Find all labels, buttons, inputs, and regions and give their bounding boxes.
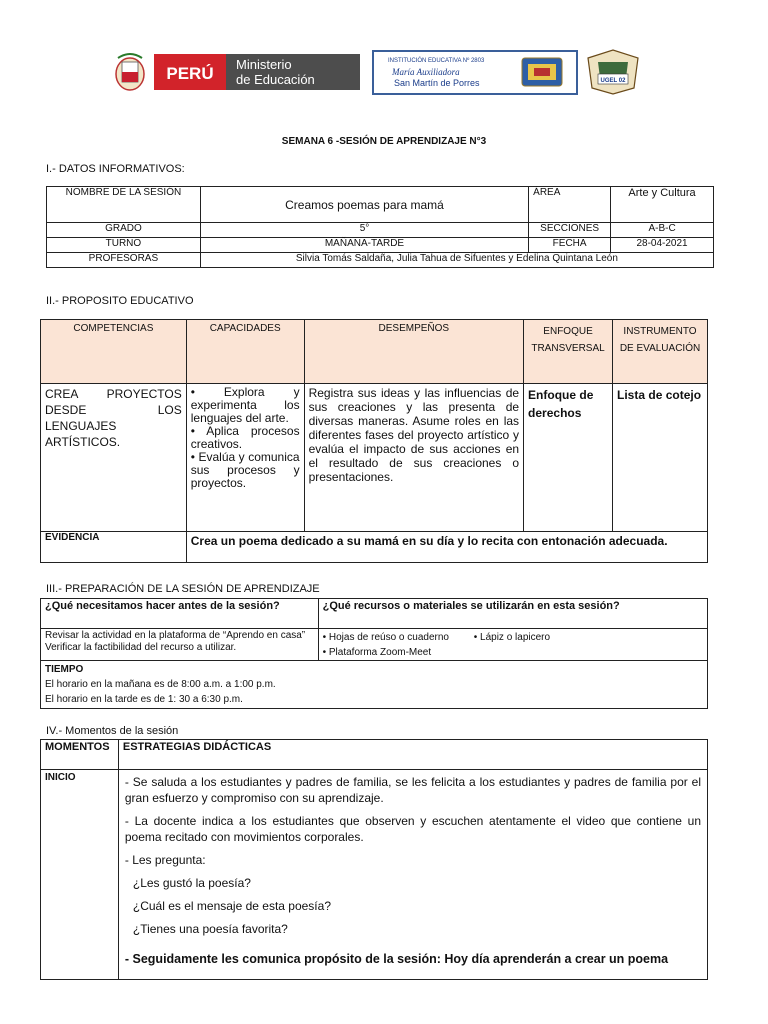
question-item: ¿Les gustó la poesía? bbox=[132, 876, 251, 890]
fecha-value: 28-04-2021 bbox=[611, 238, 714, 253]
col-enfoque: ENFOQUE TRANSVERSAL bbox=[524, 320, 613, 384]
turno-value: MAÑANA-TARDE bbox=[200, 238, 528, 253]
recursos-cell bbox=[318, 629, 707, 661]
section1-heading: I.- DATOS INFORMATIVOS: bbox=[46, 163, 185, 175]
col-momentos: MOMENTOS bbox=[41, 740, 119, 770]
enfoque-value: Enfoque de derechos bbox=[524, 384, 613, 532]
preparacion-table bbox=[40, 598, 708, 709]
inicio-label: INICIO bbox=[41, 770, 119, 980]
evidencia-value: Crea un poema dedicado a su mamá en su día y lo recita con entonación adecuada. bbox=[186, 532, 707, 563]
ministry-logo bbox=[108, 50, 360, 94]
q-recursos: ¿Qué recursos o materiales se utilizarán en esta sesión? bbox=[318, 599, 707, 629]
recurso-item: • Hojas de reúso o cuaderno bbox=[322, 632, 449, 643]
question-item: ¿Cuál es el mensaje de esta poesía? bbox=[132, 899, 331, 913]
instrumento-value: Lista de cotejo bbox=[613, 384, 708, 532]
ugel-label: UGEL 02 bbox=[600, 78, 626, 84]
profesoras-label: PROFESORAS bbox=[47, 253, 201, 268]
inicio-paragraph: - Les pregunta: bbox=[124, 853, 206, 867]
area-label: ÁREA bbox=[529, 187, 611, 223]
school-crest-icon bbox=[522, 58, 562, 86]
school-line2: María Auxiliadora bbox=[392, 67, 460, 77]
competencia-value: CREA PROYECTOS DESDE LOS LENGUAJES ARTÍSTICOS. bbox=[41, 384, 187, 532]
grado-label: GRADO bbox=[47, 223, 201, 238]
capacidad-item: • Evalúa y comunica sus procesos y proyectos. bbox=[190, 450, 300, 490]
fecha-label: FECHA bbox=[529, 238, 611, 253]
datos-informativos-table bbox=[46, 186, 714, 268]
peru-label: PERÚ bbox=[166, 64, 214, 83]
question-item: ¿Tienes una poesía favorita? bbox=[132, 922, 288, 936]
capacidades-cell bbox=[186, 384, 304, 532]
proposito-table bbox=[40, 319, 708, 563]
antes-value: Revisar la actividad en la plataforma de “Aprendo en casa” Verificar la factibilidad del recurso a utilizar. bbox=[41, 629, 319, 661]
tiempo-line: El horario en la mañana es de 8:00 a.m. a 1:00 p.m. bbox=[45, 679, 276, 690]
section2-heading: II.- PROPOSITO EDUCATIVO bbox=[46, 295, 194, 307]
capacidad-item: • Aplica procesos creativos. bbox=[190, 424, 300, 451]
turno-label: TURNO bbox=[47, 238, 201, 253]
inicio-content bbox=[118, 770, 707, 980]
ugel-logo bbox=[582, 48, 644, 96]
col-estrategias: ESTRATEGIAS DIDÁCTICAS bbox=[118, 740, 707, 770]
desempeno-value: Registra sus ideas y las influencias de sus creaciones y las presenta de diversas maneras. Asume roles en las diferentes fases del proyecto artístico y evalúa el impacto de sus acciones en el resultado de sus creaciones o presentaciones. bbox=[304, 384, 523, 532]
secciones-label: SECCIONES bbox=[529, 223, 611, 238]
grado-value: 5° bbox=[200, 223, 528, 238]
document-title: SEMANA 6 -SESIÓN DE APRENDIZAJE N°3 bbox=[281, 136, 487, 147]
ministry-line2: de Educación bbox=[236, 72, 315, 87]
tiempo-cell bbox=[41, 661, 708, 709]
section4-heading: IV.- Momentos de la sesión bbox=[46, 725, 179, 737]
nombre-value: Creamos poemas para mamá bbox=[200, 187, 528, 223]
ministry-line1: Ministerio bbox=[236, 57, 292, 72]
capacidad-item: • Explora y experimenta los lenguajes del arte. bbox=[190, 385, 300, 425]
inicio-paragraph: - Seguidamente les comunica propósito de la sesión: Hoy día aprenderán a crear un poema bbox=[124, 952, 669, 966]
school-line3: San Martín de Porres bbox=[394, 78, 480, 88]
school-badge bbox=[372, 50, 578, 95]
peru-coat-of-arms-icon bbox=[116, 54, 144, 90]
col-desempenos: DESEMPEÑOS bbox=[304, 320, 523, 384]
tiempo-label: TIEMPO bbox=[45, 664, 84, 675]
profesoras-value: Silvia Tomás Saldaña, Julia Tahua de Sifuentes y Edelina Quintana León bbox=[200, 253, 713, 268]
evidencia-label: EVIDENCIA bbox=[41, 532, 187, 563]
recurso-item: • Lápiz o lapicero bbox=[473, 632, 551, 643]
tiempo-line: El horario en la tarde es de 1: 30 a 6:30 p.m. bbox=[45, 694, 243, 705]
col-capacidades: CAPACIDADES bbox=[186, 320, 304, 384]
nombre-label: NOMBRE DE LA SESIÓN bbox=[47, 187, 201, 223]
momentos-table bbox=[40, 739, 708, 980]
secciones-value: A-B-C bbox=[611, 223, 714, 238]
ugel-emblem-icon bbox=[588, 50, 638, 94]
col-competencias: COMPETENCIAS bbox=[41, 320, 187, 384]
inicio-paragraph: - Se saluda a los estudiantes y padres de familia, se les felicita a los estudiantes y padres de familia por el gran esfuerzo y compromiso con su aprendizaje. bbox=[124, 775, 701, 805]
col-instrumento: INSTRUMENTO DE EVALUACIÓN bbox=[613, 320, 708, 384]
area-value: Arte y Cultura bbox=[611, 187, 714, 223]
recurso-item: • Plataforma Zoom-Meet bbox=[322, 647, 432, 658]
section3-heading: III.- PREPARACIÓN DE LA SESIÓN DE APRENDIZAJE bbox=[46, 583, 320, 595]
inicio-paragraph: - La docente indica a los estudiantes que observen y escuchen atentamente el video que contiene un poema recitado con movimientos corporales. bbox=[124, 814, 701, 844]
school-line1: INSTITUCIÓN EDUCATIVA Nº 2803 bbox=[388, 58, 485, 64]
q-antes: ¿Qué necesitamos hacer antes de la sesión? bbox=[41, 599, 319, 629]
